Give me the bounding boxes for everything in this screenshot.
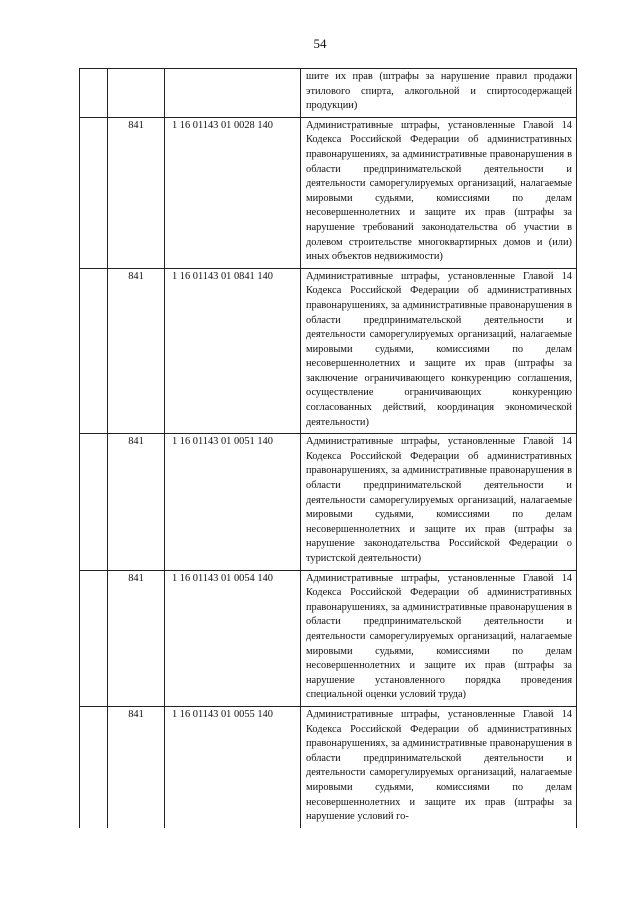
budget-code-cell: 1 16 01143 01 0841 140 <box>165 268 301 434</box>
budget-code-cell: 1 16 01143 01 0051 140 <box>165 434 301 570</box>
table-row <box>80 117 577 268</box>
admin-code-cell: 841 <box>108 434 165 570</box>
description-cell: Административные штрафы, установленные Главой 14 Кодекса Российской Федерации об административных правонарушениях, за административные правонарушения в области предпринимательской деятельности и деятельности саморегулируемых организаций, налагаемые мировыми судьями, комиссиями по делам несовершеннолетних и защите их прав (штрафы за нарушение установленного порядка проведения специальной оценки условий труда) <box>301 570 577 706</box>
admin-code-cell: 841 <box>108 570 165 706</box>
row-number-cell <box>80 69 108 118</box>
description-cell: Административные штрафы, установленные Главой 14 Кодекса Российской Федерации об административных правонарушениях, за административные правонарушения в области предпринимательской деятельности и деятельности саморегулируемых организаций, налагаемые мировыми судьями, комиссиями по делам несовершеннолетних и защите их прав (штрафы за нарушение требований законодательства об участии в долевом строительстве многоквартирных домов и (или) иных объектов недвижимости) <box>301 117 577 268</box>
row-number-cell <box>80 434 108 570</box>
admin-code-cell: 841 <box>108 117 165 268</box>
table-row <box>80 268 577 434</box>
table-row <box>80 434 577 570</box>
description-cell: шите их прав (штрафы за нарушение правил продажи этилового спирта, алкогольной и спиртосодержащей продукции) <box>301 69 577 118</box>
description-cell: Административные штрафы, установленные Главой 14 Кодекса Российской Федерации об административных правонарушениях, за административные правонарушения в области предпринимательской деятельности и деятельности саморегулируемых организаций, налагаемые мировыми судьями, комиссиями по делам несовершеннолетних и защите их прав (штрафы за заключение ограничивающего конкуренцию соглашения, осуществление ограничивающих конкуренцию согласованных действий, координация экономической деятельности) <box>301 268 577 434</box>
budget-code-cell: 1 16 01143 01 0054 140 <box>165 570 301 706</box>
row-number-cell <box>80 117 108 268</box>
budget-code-cell: 1 16 01143 01 0028 140 <box>165 117 301 268</box>
table-row <box>80 69 577 118</box>
admin-code-cell: 841 <box>108 706 165 827</box>
budget-code-cell: 1 16 01143 01 0055 140 <box>165 706 301 827</box>
table-row <box>80 706 577 827</box>
row-number-cell <box>80 706 108 827</box>
row-number-cell <box>80 268 108 434</box>
budget-code-cell <box>165 69 301 118</box>
description-cell: Административные штрафы, установленные Главой 14 Кодекса Российской Федерации об административных правонарушениях, за административные правонарушения в области предпринимательской деятельности и деятельности саморегулируемых организаций, налагаемые мировыми судьями, комиссиями по делам несовершеннолетних и защите их прав (штрафы за нарушение законодательства Российской Федерации о туристской деятельности) <box>301 434 577 570</box>
description-cell: Административные штрафы, установленные Главой 14 Кодекса Российской Федерации об административных правонарушениях, за административные правонарушения в области предпринимательской деятельности и деятельности саморегулируемых организаций, налагаемые мировыми судьями, комиссиями по делам несовершеннолетних и защите их прав (штрафы за нарушение условий го- <box>301 706 577 827</box>
table-row <box>80 570 577 706</box>
admin-code-cell: 841 <box>108 268 165 434</box>
row-number-cell <box>80 570 108 706</box>
budget-classification-table <box>79 68 577 828</box>
page-number: 54 <box>313 36 327 51</box>
admin-code-cell <box>108 69 165 118</box>
